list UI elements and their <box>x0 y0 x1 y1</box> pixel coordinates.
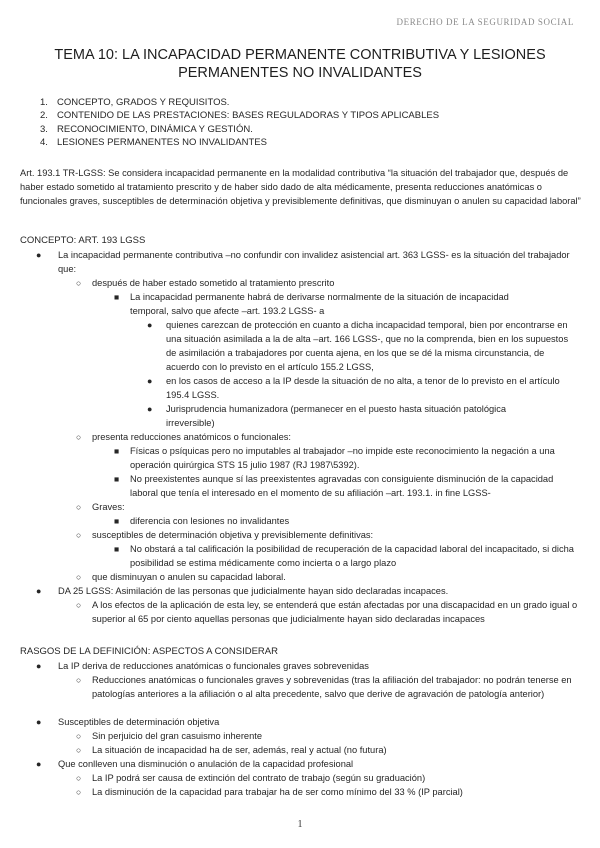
section-heading-concepto: CONCEPTO: ART. 193 LGSS <box>20 235 146 246</box>
toc-item: 1. CONCEPTO, GRADOS Y REQUISITOS. <box>40 97 230 108</box>
page-number: 1 <box>297 819 303 830</box>
rasgo-item-2: Susceptibles de determinación objetiva <box>58 717 220 727</box>
bullet-square-icon: ■ <box>114 446 120 456</box>
bullet-circle-icon: ○ <box>76 530 82 540</box>
intro-paragraph: Art. 193.1 TR-LGSS: Se considera incapacidad permanente en la modalidad contributiva “la situación del trabajador que, después de haber estado sometido al tratamiento prescrito y de haber sido dado de alta médicamente, presenta reducciones anatómicas o funcionales graves, susceptibles de determinación objetiva y previsiblemente definitivas, que disminuyan o anulen su capacidad laboral” <box>20 168 581 206</box>
concept-sub-3-detail: diferencia con lesiones no invalidantes <box>130 516 290 526</box>
bullet-square-icon: ■ <box>114 474 120 484</box>
rasgo-item-3: Que conlleven una disminución o anulación de la capacidad profesional <box>58 759 354 769</box>
bullet-dot-icon: ● <box>36 586 42 596</box>
bullet-dot-icon: ● <box>147 376 153 386</box>
concept-sub-2: presenta reducciones anatómicos o funcionales: <box>92 432 291 442</box>
ip-exception-1: quienes carezcan de protección en cuanto a dicha incapacidad temporal, bien por encontrarse en una situación asimilada a la de alta –art. 166 LGSS-, que no la comprenda, bien en los supuestos de asimilación a trabajadores por cuenta ajena, en los que se dé la misma circunstancia, de acuerdo con lo previsto en el artículo 155.2 LGSS, <box>166 320 569 372</box>
ip-exception-2: en los casos de acceso a la IP desde la situación de no alta, a tenor de lo previsto en el artículo 195.4 LGSS. <box>166 376 560 400</box>
concept-sub-2-detail-2: No preexistentes aunque sí las preexistentes agravadas con consiguiente disminución de la capacidad laboral que tenía el interesado en el momento de su afiliación –art. 193.1. in fine LGSS- <box>130 474 554 498</box>
section-heading-rasgos: RASGOS DE LA DEFINICIÓN: ASPECTOS A CONSIDERAR <box>20 646 278 657</box>
rasgo-item-2-detail-2: La situación de incapacidad ha de ser, además, real y actual (no futura) <box>92 745 387 755</box>
title-line-2: PERMANENTES NO INVALIDANTES <box>178 65 422 81</box>
bullet-circle-icon: ○ <box>76 502 82 512</box>
concept-sub-1: después de haber estado sometido al tratamiento prescrito <box>92 278 335 288</box>
concept-sub-3: Graves: <box>92 502 125 512</box>
table-of-contents <box>40 96 439 149</box>
page-title <box>40 46 560 82</box>
concept-item-2: DA 25 LGSS: Asimilación de las personas que judicialmente hayan sido declaradas incapaces. <box>58 586 449 596</box>
bullet-circle-icon: ○ <box>76 787 82 797</box>
bullet-square-icon: ■ <box>114 544 120 554</box>
concept-sub-5: que disminuyan o anulen su capacidad laboral. <box>92 572 286 582</box>
bullet-circle-icon: ○ <box>76 675 82 685</box>
concept-sub-2-detail-1: Físicas o psíquicas pero no imputables al trabajador –no impide este reconocimiento la negación a una operación quirúrgica STS 15 julio 1987 (RJ 1987\5392). <box>130 446 555 470</box>
bullet-square-icon: ■ <box>114 516 120 526</box>
rasgo-item-3-detail-2: La disminución de la capacidad para trabajar ha de ser como mínimo del 33 % (IP parcial) <box>92 787 463 797</box>
bullet-square-icon: ■ <box>114 292 120 302</box>
bullet-circle-icon: ○ <box>76 731 82 741</box>
title-line-1: TEMA 10: LA INCAPACIDAD PERMANENTE CONTRIBUTIVA Y LESIONES <box>54 47 546 63</box>
bullet-dot-icon: ● <box>36 717 42 727</box>
bullet-circle-icon: ○ <box>76 278 82 288</box>
rasgo-item-1: La IP deriva de reducciones anatómicas o funcionales graves sobrevenidas <box>58 661 369 671</box>
toc-item: 4. LESIONES PERMANENTES NO INVALIDANTES <box>40 136 267 148</box>
bullet-dot-icon: ● <box>36 250 42 260</box>
concept-sub-1-detail: La incapacidad permanente habrá de derivarse normalmente de la situación de incapacidad temporal, salvo que afecte –art. 193.2 LGSS- a <box>130 292 509 316</box>
toc-item: 2. CONTENIDO DE LAS PRESTACIONES: BASES REGULADORAS Y TIPOS APLICABLES <box>40 110 440 122</box>
concept-item-1: La incapacidad permanente contributiva –no confundir con invalidez asistencial art. 363 LGSS- es la situación del trabajador que: <box>58 250 570 274</box>
bullet-dot-icon: ● <box>147 404 153 414</box>
bullet-dot-icon: ● <box>36 661 42 671</box>
bullet-circle-icon: ○ <box>76 572 82 582</box>
running-header: DERECHO DE LA SEGURIDAD SOCIAL <box>396 17 574 27</box>
bullet-dot-icon: ● <box>36 759 42 769</box>
concept-item-2-detail: A los efectos de la aplicación de esta ley, se entenderá que están afectadas por una discapacidad en un grado igual o superior al 65 por ciento aquellas personas que judicialmente hayan sido declaradas incapaces <box>92 600 578 624</box>
bullet-circle-icon: ○ <box>76 745 82 755</box>
bullet-circle-icon: ○ <box>76 432 82 442</box>
bullet-dot-icon: ● <box>147 320 153 330</box>
concept-sub-4: susceptibles de determinación objetiva y previsiblemente definitivas: <box>92 530 374 540</box>
bullet-circle-icon: ○ <box>76 773 82 783</box>
bullet-circle-icon: ○ <box>76 600 82 610</box>
concept-sub-4-detail: No obstará a tal calificación la posibilidad de recuperación de la capacidad laboral del incapacitado, si dicha posibilidad se estima médicamente como incierta o a largo plazo <box>130 544 574 568</box>
rasgo-item-3-detail-1: La IP podrá ser causa de extinción del contrato de trabajo (según su graduación) <box>92 773 426 783</box>
toc-item: 3. RECONOCIMIENTO, DINÁMICA Y GESTIÓN. <box>40 123 253 135</box>
ip-exception-3: Jurisprudencia humanizadora (permanecer en el puesto hasta situación patológica irreversible) <box>166 404 507 428</box>
rasgo-item-1-detail: Reducciones anatómicas o funcionales graves y sobrevenidas (tras la afiliación del trabajador: no podrán tenerse en patologías anteriores a la afiliación o al alta precedente, salvo que derive de agravación de patología anterior) <box>92 675 572 699</box>
rasgo-item-2-detail-1: Sin perjuicio del gran casuismo inherente <box>92 731 263 741</box>
